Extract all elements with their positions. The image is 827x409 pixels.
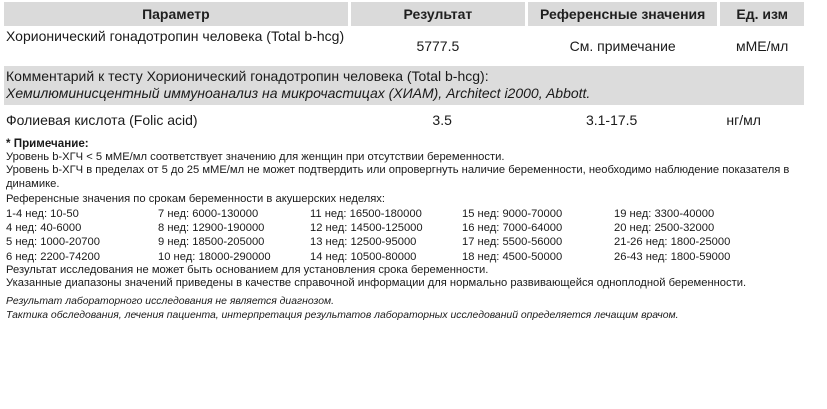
disclaimer-line-1: Результат лабораторного исследования не является диагнозом.	[6, 295, 334, 307]
week-range-item: 14 нед: 10500-80000	[310, 250, 417, 263]
hcg-result: 5777.5	[416, 38, 460, 54]
hcg-reference: См. примечание	[569, 38, 676, 54]
week-range-item: 11 нед: 16500-180000	[310, 207, 422, 220]
week-range-item: 8 нед: 12900-190000	[158, 222, 265, 235]
reference-weeks-title: Референсные значения по срокам беременности в акушерских неделях:	[6, 193, 385, 206]
note-line-2: Уровень b-ХГЧ в пределах от 5 до 25 мМЕ/мл не может подтвердить или опровергнуть наличие беременности, необходимо наблюдение показателя в динамике.	[6, 164, 790, 190]
note-line-4: Указанные диапазоны значений приведены в качестве справочной информации для нормально развивающейся одноплодной беременности.	[6, 277, 747, 290]
week-range-item: 18 нед: 4500-50000	[462, 250, 563, 263]
week-range-item: 13 нед: 12500-95000	[310, 236, 417, 249]
week-range-item: 7 нед: 6000-130000	[158, 207, 259, 220]
week-range-item: 20 нед: 2500-32000	[614, 222, 715, 235]
header-reference: Референсные значения	[528, 2, 717, 26]
disclaimer-line-2: Тактика обследования, лечения пациента, интерпретация результатов лабораторных исследований определяется лечащим врачом.	[6, 309, 679, 321]
hcg-name: Хорионический гонадотропин человека (Total b-hcg)	[6, 28, 345, 44]
notes-title: * Примечание:	[6, 137, 89, 150]
table-header	[4, 2, 804, 26]
week-range-item: 17 нед: 5500-56000	[462, 236, 563, 249]
lab-report	[4, 2, 804, 323]
notes-section	[4, 137, 804, 323]
hcg-comment	[4, 66, 804, 105]
folic-reference: 3.1-17.5	[585, 112, 638, 128]
week-range-item: 6 нед: 2200-74200	[6, 250, 100, 263]
week-range-item: 19 нед: 3300-40000	[614, 207, 715, 220]
table-row-folic	[4, 107, 804, 133]
week-range-item: 16 нед: 7000-64000	[462, 222, 563, 235]
note-line-1: Уровень b-ХГЧ < 5 мМЕ/мл соответствует значению для женщин при отсутствии беременности.	[6, 150, 505, 163]
folic-result: 3.5	[432, 112, 452, 128]
week-range-item: 21-26 нед: 1800-25000	[614, 236, 731, 249]
hcg-unit: мМЕ/мл	[736, 38, 789, 54]
folic-name: Фолиевая кислота (Folic acid)	[6, 112, 198, 128]
comment-text: Комментарий к тесту Хорионический гонадотропин человека (Total b-hcg):	[6, 68, 489, 84]
header-parameter: Параметр	[4, 2, 348, 26]
week-range-item: 5 нед: 1000-20700	[6, 236, 100, 249]
header-unit: Ед. изм	[720, 2, 804, 26]
week-range-item: 15 нед: 9000-70000	[462, 207, 563, 220]
week-range-item: 10 нед: 18000-290000	[158, 250, 271, 263]
header-result: Результат	[351, 2, 525, 26]
folic-unit: нг/мл	[726, 112, 761, 128]
reference-weeks-grid	[6, 207, 804, 264]
week-range-item: 4 нед: 40-6000	[6, 222, 82, 235]
week-range-item: 26-43 нед: 1800-59000	[614, 250, 731, 263]
table-row-hcg	[4, 26, 804, 66]
comment-method: Хемилюминисцентный иммуноанализ на микрочастицах (ХИАМ), Architect i2000, Abbott.	[6, 85, 591, 101]
week-range-item: 9 нед: 18500-205000	[158, 236, 265, 249]
disclaimer-block	[6, 295, 804, 323]
week-range-item: 12 нед: 14500-125000	[310, 222, 423, 235]
week-range-item: 1-4 нед: 10-50	[6, 207, 79, 220]
note-line-3: Результат исследования не может быть основанием для установления срока беременности.	[6, 263, 489, 276]
